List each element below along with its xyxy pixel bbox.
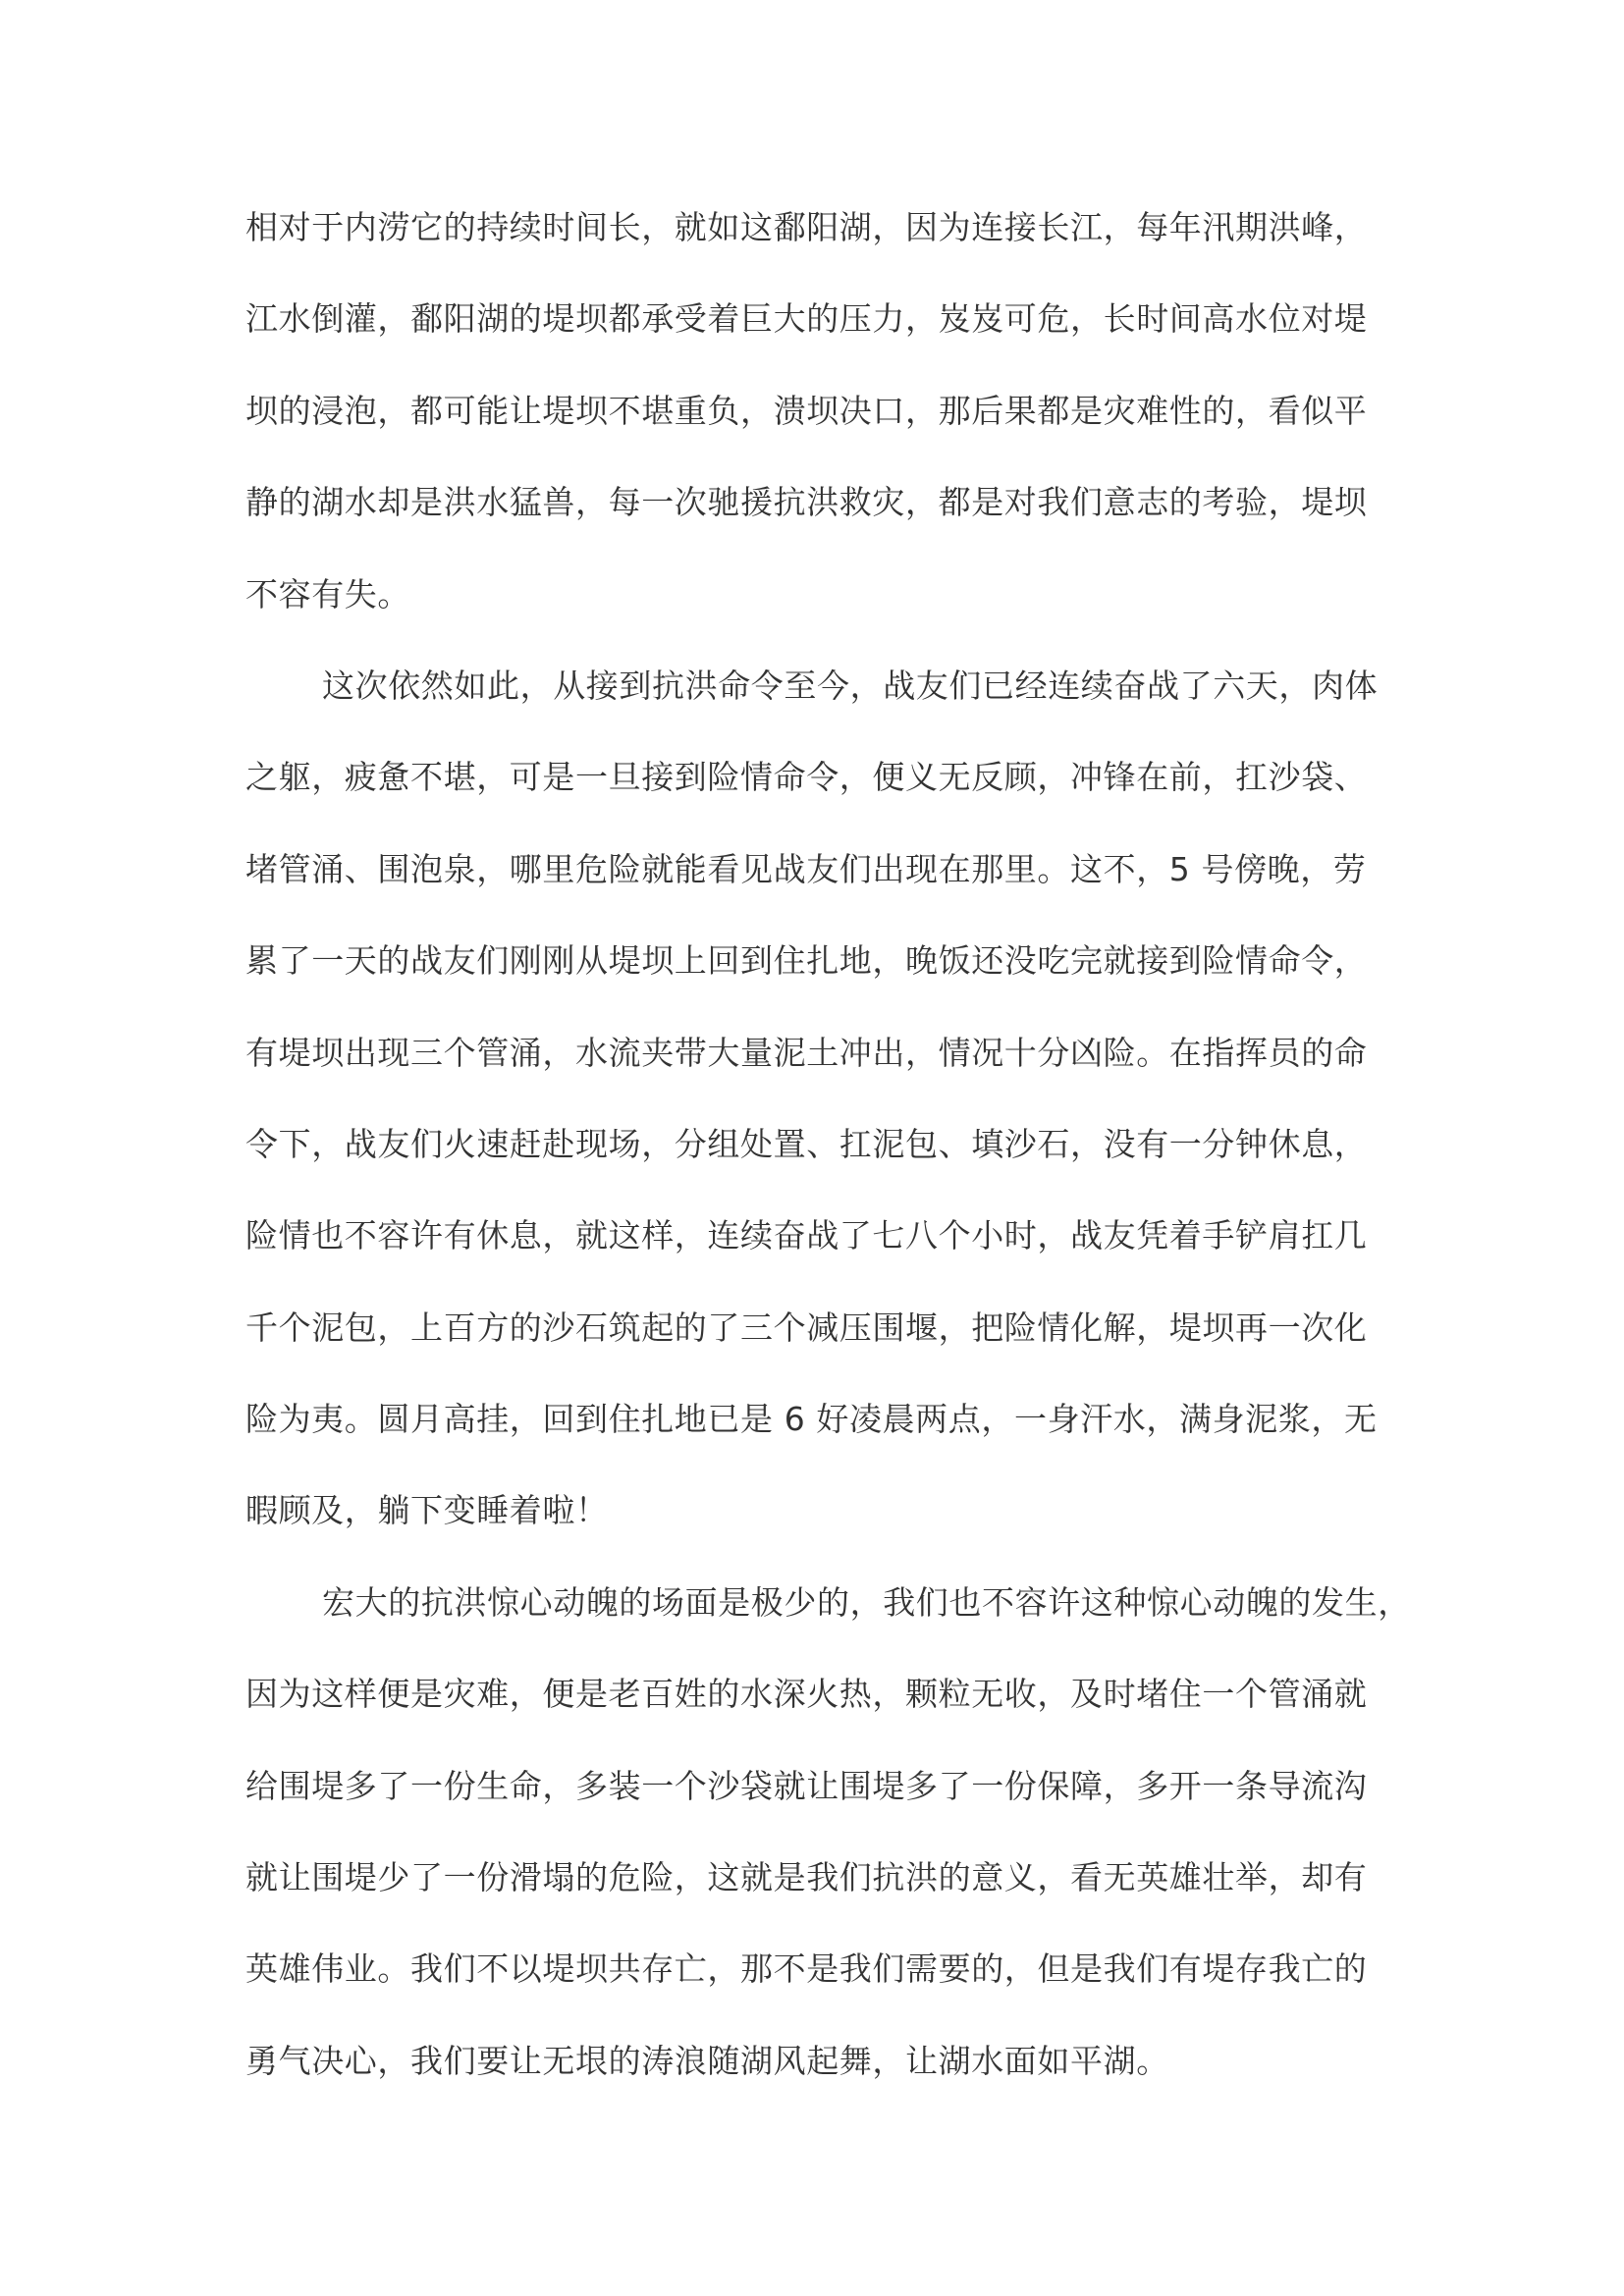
document-body: [245, 201, 1411, 2126]
text-line: 勇气决心，我们要让无垠的涛浪随湖风起舞，让湖水面如平湖。: [245, 2041, 1169, 2080]
text-line: 千个泥包，上百方的沙石筑起的了三个减压围堰，把险情化解，堤坝再一次化: [245, 1308, 1368, 1347]
text-line: 因为这样便是灾难，便是老百姓的水深火热，颗粒无收，及时堵住一个管涌就: [245, 1675, 1368, 1714]
text-line: 险为夷。圆月高挂，回到住扎地已是 6 好凌晨两点，一身汗水，满身泥浆，无: [245, 1400, 1378, 1439]
text-line: 坝的浸泡，都可能让堤坝不堪重负，溃坝决口，那后果都是灾难性的，看似平: [245, 391, 1368, 430]
text-line: 有堤坝出现三个管涌，水流夹带大量泥土冲出，情况十分凶险。在指挥员的命: [245, 1033, 1368, 1072]
text-line: 静的湖水却是洪水猛兽，每一次驰援抗洪救灾，都是对我们意志的考验，堤坝: [245, 483, 1368, 522]
text-line: 累了一天的战友们刚刚从堤坝上回到住扎地，晚饭还没吃完就接到险情命令，: [245, 941, 1368, 981]
text-line: 堵管涌、围泡泉，哪里危险就能看见战友们出现在那里。这不，5 号傍晚，劳: [245, 849, 1367, 888]
text-line: 暇顾及，躺下变睡着啦！: [245, 1491, 609, 1530]
text-line: 令下，战友们火速赶赴现场，分组处置、扛泥包、填沙石，没有一分钟休息，: [245, 1124, 1368, 1163]
text-line: 给围堤多了一份生命，多装一个沙袋就让围堤多了一份保障，多开一条导流沟: [245, 1766, 1368, 1805]
text-line: 就让围堤少了一份滑塌的危险，这就是我们抗洪的意义，看无英雄壮举，却有: [245, 1858, 1368, 1897]
text-line: 险情也不容许有休息，就这样，连续奋战了七八个小时，战友凭着手铲肩扛几: [245, 1216, 1368, 1255]
paragraph-start-line: 宏大的抗洪惊心动魄的场面是极少的，我们也不容许这种惊心动魄的发生，: [322, 1582, 1411, 1622]
text-line: 英雄伟业。我们不以堤坝共存亡，那不是我们需要的，但是我们有堤存我亡的: [245, 1949, 1368, 1989]
paragraph-start-line: 这次依然如此，从接到抗洪命令至今，战友们已经连续奋战了六天，肉体: [322, 666, 1379, 705]
text-line: 不容有失。: [245, 574, 410, 614]
text-line: 之躯，疲惫不堪，可是一旦接到险情命令，便义无反顾，冲锋在前，扛沙袋、: [245, 758, 1368, 797]
text-line: 江水倒灌，鄱阳湖的堤坝都承受着巨大的压力，岌岌可危，长时间高水位对堤: [245, 299, 1368, 339]
text-line: 相对于内涝它的持续时间长，就如这鄱阳湖，因为连接长江，每年汛期洪峰，: [245, 208, 1368, 246]
